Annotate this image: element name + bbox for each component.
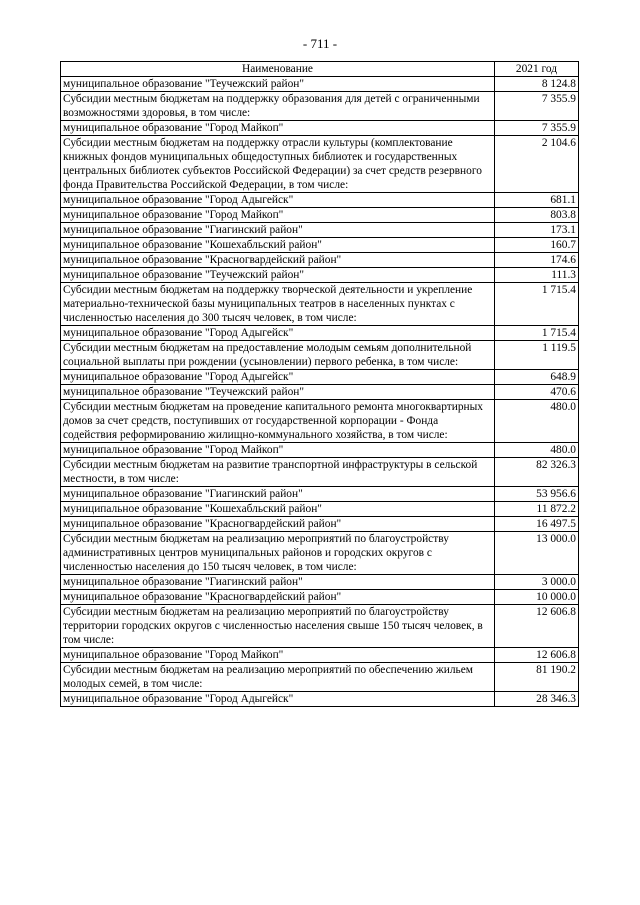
row-value: 1 715.4 bbox=[495, 283, 579, 326]
row-name: Субсидии местным бюджетам на поддержку творческой деятельности и укрепление материально-технической базы муниципальных театров в населенных пунктах с численностью населения до 300 тысяч человек, в том числе: bbox=[61, 283, 495, 326]
row-value: 2 104.6 bbox=[495, 136, 579, 193]
header-year: 2021 год bbox=[495, 62, 579, 77]
table-row bbox=[61, 136, 579, 193]
table-row bbox=[61, 223, 579, 238]
row-value: 28 346.3 bbox=[495, 692, 579, 707]
table-row bbox=[61, 692, 579, 707]
row-name: муниципальное образование "Город Адыгейск" bbox=[61, 692, 495, 707]
row-value: 111.3 bbox=[495, 268, 579, 283]
row-value: 10 000.0 bbox=[495, 590, 579, 605]
row-name: муниципальное образование "Теучежский район" bbox=[61, 77, 495, 92]
table-row bbox=[61, 517, 579, 532]
table-row bbox=[61, 370, 579, 385]
row-value: 174.6 bbox=[495, 253, 579, 268]
row-value: 13 000.0 bbox=[495, 532, 579, 575]
table-row bbox=[61, 502, 579, 517]
row-name: муниципальное образование "Красногвардейский район" bbox=[61, 590, 495, 605]
row-value: 1 715.4 bbox=[495, 326, 579, 341]
row-name: муниципальное образование "Теучежский район" bbox=[61, 385, 495, 400]
row-name: муниципальное образование "Красногвардейский район" bbox=[61, 517, 495, 532]
table-row bbox=[61, 193, 579, 208]
row-value: 11 872.2 bbox=[495, 502, 579, 517]
row-name: муниципальное образование "Город Майкоп" bbox=[61, 121, 495, 136]
table-row bbox=[61, 648, 579, 663]
row-value: 681.1 bbox=[495, 193, 579, 208]
table-row bbox=[61, 283, 579, 326]
row-value: 82 326.3 bbox=[495, 458, 579, 487]
row-value: 53 956.6 bbox=[495, 487, 579, 502]
row-value: 8 124.8 bbox=[495, 77, 579, 92]
table-row bbox=[61, 443, 579, 458]
row-name: муниципальное образование "Город Адыгейск" bbox=[61, 326, 495, 341]
row-value: 7 355.9 bbox=[495, 121, 579, 136]
table-row bbox=[61, 532, 579, 575]
table-row bbox=[61, 575, 579, 590]
table-row bbox=[61, 487, 579, 502]
row-value: 7 355.9 bbox=[495, 92, 579, 121]
table-row bbox=[61, 400, 579, 443]
row-value: 173.1 bbox=[495, 223, 579, 238]
row-value: 16 497.5 bbox=[495, 517, 579, 532]
row-name: муниципальное образование "Кошехабльский район" bbox=[61, 502, 495, 517]
row-value: 648.9 bbox=[495, 370, 579, 385]
table-row bbox=[61, 253, 579, 268]
row-value: 12 606.8 bbox=[495, 648, 579, 663]
table-body bbox=[61, 77, 579, 707]
budget-table bbox=[60, 61, 579, 707]
row-value: 480.0 bbox=[495, 400, 579, 443]
row-name: Субсидии местным бюджетам на реализацию мероприятий по обеспечению жильем молодых семей, в том числе: bbox=[61, 663, 495, 692]
header-name: Наименование bbox=[61, 62, 495, 77]
table-header-row bbox=[61, 62, 579, 77]
row-name: муниципальное образование "Теучежский район" bbox=[61, 268, 495, 283]
table-row bbox=[61, 238, 579, 253]
table-row bbox=[61, 77, 579, 92]
row-value: 3 000.0 bbox=[495, 575, 579, 590]
row-value: 803.8 bbox=[495, 208, 579, 223]
row-value: 480.0 bbox=[495, 443, 579, 458]
table-row bbox=[61, 121, 579, 136]
page-number: - 711 - bbox=[302, 36, 338, 51]
row-name: муниципальное образование "Город Адыгейск" bbox=[61, 370, 495, 385]
row-name: Субсидии местным бюджетам на предоставление молодым семьям дополнительной социальной выплаты при рождении (усыновлении) первого ребенка, в том числе: bbox=[61, 341, 495, 370]
row-value: 12 606.8 bbox=[495, 605, 579, 648]
row-name: Субсидии местным бюджетам на поддержку образования для детей с ограниченными возможностями здоровья, в том числе: bbox=[61, 92, 495, 121]
table-row bbox=[61, 208, 579, 223]
table-row bbox=[61, 663, 579, 692]
row-name: муниципальное образование "Город Майкоп" bbox=[61, 443, 495, 458]
row-name: Субсидии местным бюджетам на реализацию мероприятий по благоустройству административных центров муниципальных районов и городских округов с численностью населения до 150 тысяч человек, в том числе: bbox=[61, 532, 495, 575]
row-name: муниципальное образование "Гиагинский район" bbox=[61, 487, 495, 502]
row-name: Субсидии местным бюджетам на поддержку отрасли культуры (комплектование книжных фондов муниципальных общедоступных библиотек и государственных центральных библиотек субъектов Российской Федерации) за счет средств резервного фонда Правительства Российской Федерации, в том числе: bbox=[61, 136, 495, 193]
table-row bbox=[61, 92, 579, 121]
row-name: муниципальное образование "Кошехабльский район" bbox=[61, 238, 495, 253]
row-name: муниципальное образование "Гиагинский район" bbox=[61, 223, 495, 238]
table-row bbox=[61, 341, 579, 370]
row-name: муниципальное образование "Город Адыгейск" bbox=[61, 193, 495, 208]
row-value: 81 190.2 bbox=[495, 663, 579, 692]
table-row bbox=[61, 605, 579, 648]
row-name: муниципальное образование "Город Майкоп" bbox=[61, 648, 495, 663]
table-row bbox=[61, 458, 579, 487]
row-value: 160.7 bbox=[495, 238, 579, 253]
row-name: Субсидии местным бюджетам на развитие транспортной инфраструктуры в сельской местности, в том числе: bbox=[61, 458, 495, 487]
table-row bbox=[61, 326, 579, 341]
table-row bbox=[61, 590, 579, 605]
row-value: 470.6 bbox=[495, 385, 579, 400]
row-name: Субсидии местным бюджетам на проведение капитального ремонта многоквартирных домов за счет средств, поступивших от государственной корпорации - Фонда содействия реформированию жилищно-коммунального хозяйства, в том числе: bbox=[61, 400, 495, 443]
row-name: муниципальное образование "Город Майкоп" bbox=[61, 208, 495, 223]
row-value: 1 119.5 bbox=[495, 341, 579, 370]
table-row bbox=[61, 268, 579, 283]
row-name: муниципальное образование "Гиагинский район" bbox=[61, 575, 495, 590]
table-row bbox=[61, 385, 579, 400]
row-name: Субсидии местным бюджетам на реализацию мероприятий по благоустройству территории городских округов с численностью населения свыше 150 тысяч человек, в том числе: bbox=[61, 605, 495, 648]
row-name: муниципальное образование "Красногвардейский район" bbox=[61, 253, 495, 268]
